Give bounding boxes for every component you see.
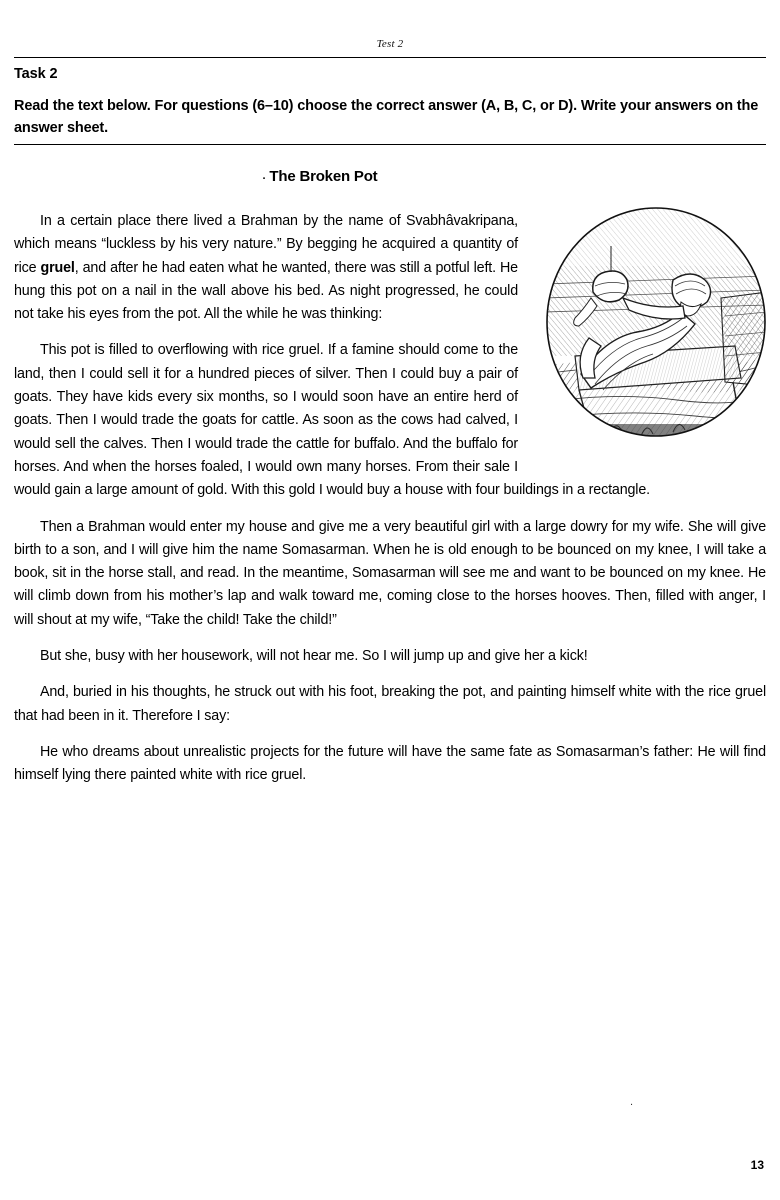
story-paragraph-3 <box>14 516 766 632</box>
header-rule <box>14 57 766 58</box>
task-title: Task 2 <box>14 66 58 82</box>
text-run: , and after he had eaten what he wanted, there was still a potful left. He hung this pot on a nail in the wall above his bed. As night progressed, he could not take his eyes from the pot. All the while he was thinking: <box>14 259 518 323</box>
emphasised-term: gruel <box>40 259 75 276</box>
text-run: In a certain place there lived a Brahman by the name of Svabhâvakripana, which means “luckless by his very nature.” By begging he acquired a quantity of rice <box>14 213 518 276</box>
page-number: 13 <box>750 1158 764 1172</box>
text-run: He who dreams about unrealistic projects for the future will have the same fate as Somasarman’s father: He will find himself lying there painted white with rice gruel. <box>14 743 766 784</box>
story-body <box>14 210 766 801</box>
text-run: Then a Brahman would enter my house and give me a very beautiful girl with a large dowry for my wife. She will give birth to a son, and I will give him the name Somasarman. When he is old enough to be bounced on my knee, I will take a book, sit in the horse stall, and read. In the meantime, Somasarman will see me and want to be bounced on my knee. He will climb down from his mother’s lap and walk toward me, coming close to the horses hooves. Then, filled with anger, I will shout at my wife, “Take the child! Take the child!” <box>14 518 766 628</box>
story-title <box>0 168 640 185</box>
story-title-mark: . <box>262 170 266 182</box>
text-run: This pot is filled to overflowing with rice gruel. If a famine should come to the land, then I could sell it for a hundred pieces of silver. Then I could buy a pair of goats. They have kids every six months, so I would soon have an entire herd of goats. Then I would trade the goats for cattle. As soon as the cows had calved, I would sell the calves. Then I would trade the cattle for buffalo. And the buffalo for horses. And when the horses foaled, I would own many horses. From their sale I would gain a large amount of gold. With this gold I would buy a house with four buildings in a rectangle. <box>14 342 650 499</box>
text-run: And, buried in his thoughts, he struck out with his foot, breaking the pot, and painting himself white with the rice gruel that had been in it. Therefore I say: <box>14 684 766 724</box>
stray-mark: . <box>630 1096 634 1108</box>
story-paragraph-4 <box>14 645 766 668</box>
running-head: Test 2 <box>376 38 404 50</box>
story-paragraph-5 <box>14 681 766 728</box>
text-run: But she, busy with her housework, will not hear me. So I will jump up and give her a kick! <box>40 648 588 665</box>
story-title-text: The Broken Pot <box>269 168 378 185</box>
illustration-text-wrap-spacer <box>518 210 766 456</box>
instructions-rule <box>14 144 766 145</box>
story-paragraph-6 <box>14 741 766 788</box>
task-instructions: Read the text below. For questions (6–10) choose the correct answer (A, B, C, or D). Write your answers on the answer sheet. <box>14 98 759 136</box>
